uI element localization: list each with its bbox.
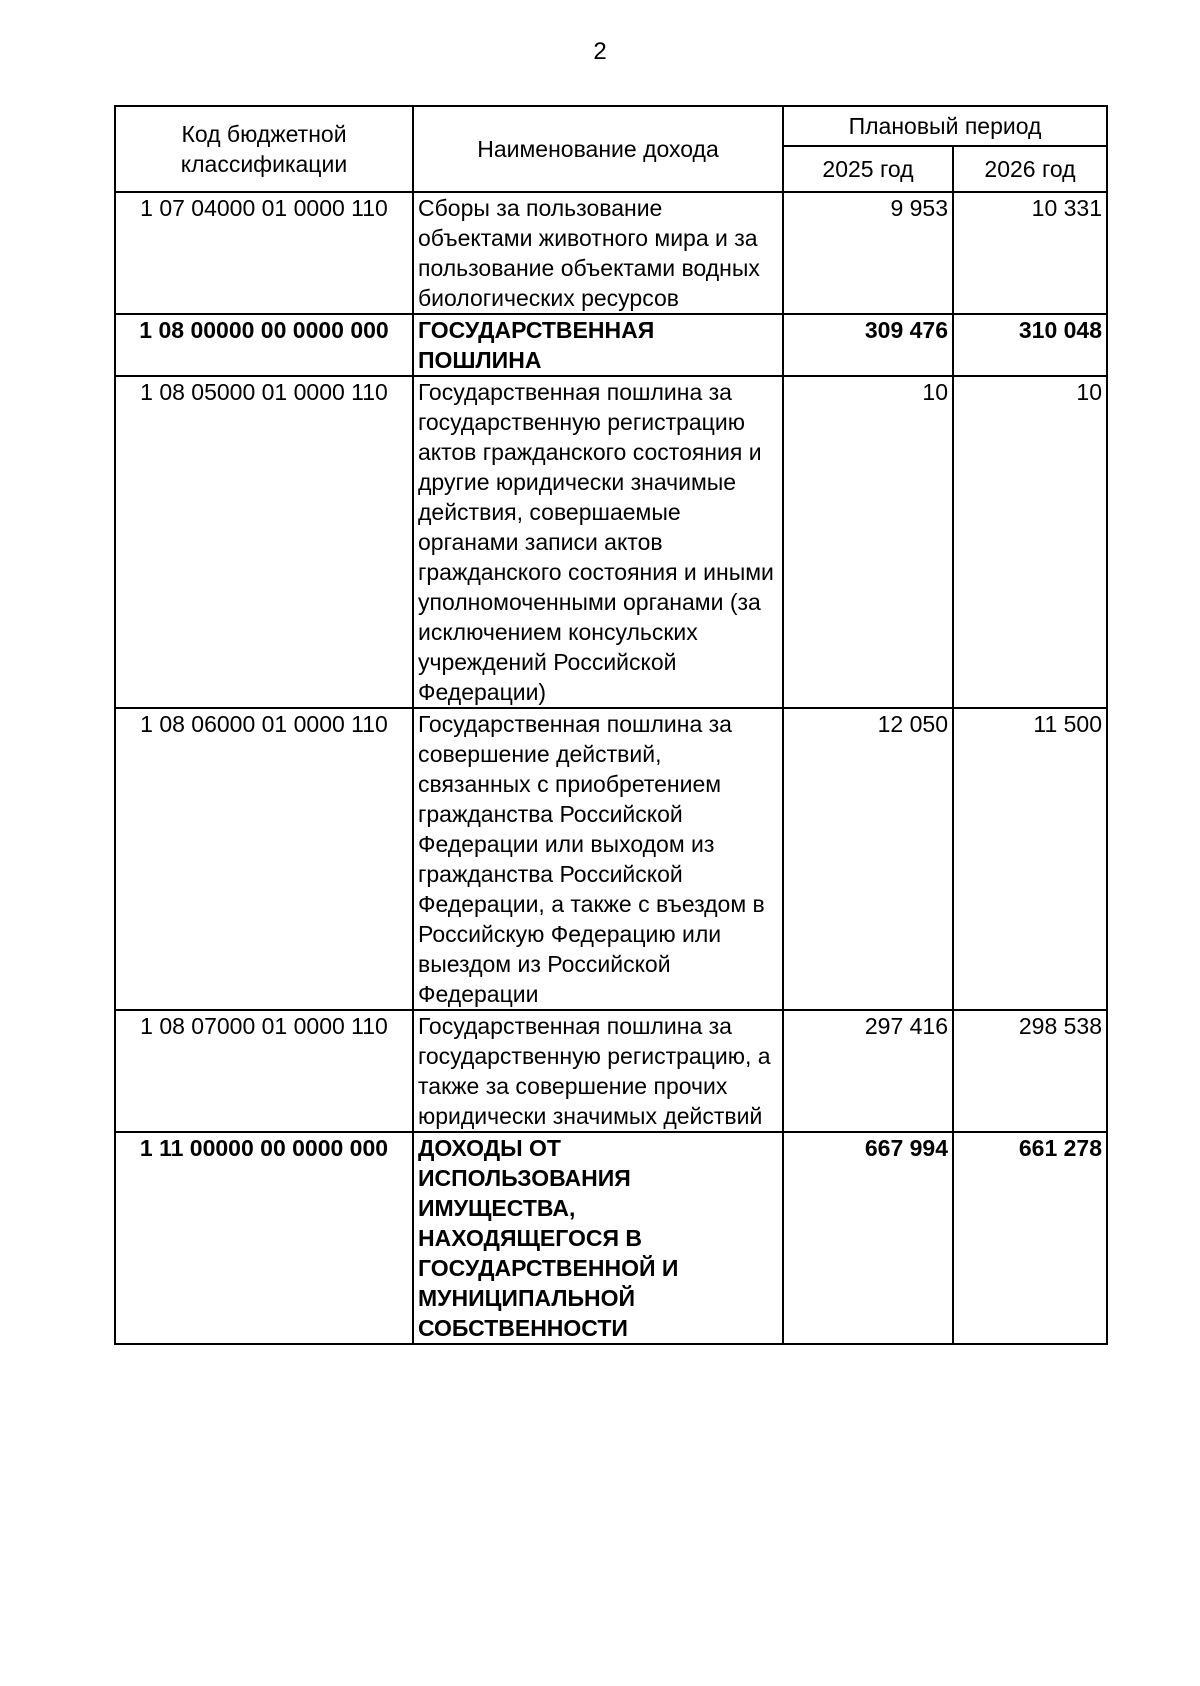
table-row-total (115, 314, 1107, 376)
row-name: Государственная пошлина за совершение действий, связанных с приобретением гражданства Российской Федерации или выходом из гражданства Российской Федерации, а также с въездом в Российскую Федерацию или выездом из Российской Федерации (413, 708, 783, 1010)
row-value-2025: 309 476 (783, 314, 953, 376)
header-year-2026: 2026 год (953, 146, 1107, 192)
header-name: Наименование дохода (413, 106, 783, 192)
row-value-2026: 11 500 (953, 708, 1107, 1010)
header-year-2025: 2025 год (783, 146, 953, 192)
row-name: ДОХОДЫ ОТ ИСПОЛЬЗОВАНИЯ ИМУЩЕСТВА, НАХОДЯЩЕГОСЯ В ГОСУДАРСТВЕННОЙ И МУНИЦИПАЛЬНОЙ СОБСТВЕННОСТИ (413, 1132, 783, 1344)
table-row (115, 1010, 1107, 1132)
row-code: 1 08 00000 00 0000 000 (115, 314, 413, 376)
income-table (114, 105, 1108, 1345)
row-value-2026: 10 331 (953, 192, 1107, 314)
row-code: 1 07 04000 01 0000 110 (115, 192, 413, 314)
row-code: 1 08 07000 01 0000 110 (115, 1010, 413, 1132)
row-value-2025: 12 050 (783, 708, 953, 1010)
row-name: Государственная пошлина за государственную регистрацию актов гражданского состояния и другие юридически значимые действия, совершаемые органами записи актов гражданского состояния и иными уполномоченными органами (за исключением консульских учреждений Российской Федерации) (413, 376, 783, 708)
header-code: Код бюджетной классификации (115, 106, 413, 192)
row-name: Сборы за пользование объектами животного мира и за пользование объектами водных биологических ресурсов (413, 192, 783, 314)
row-value-2026: 310 048 (953, 314, 1107, 376)
row-value-2026: 661 278 (953, 1132, 1107, 1344)
row-value-2025: 10 (783, 376, 953, 708)
table-row (115, 708, 1107, 1010)
table-row (115, 376, 1107, 708)
page-number: 2 (593, 38, 607, 65)
row-value-2025: 9 953 (783, 192, 953, 314)
row-code: 1 11 00000 00 0000 000 (115, 1132, 413, 1344)
header-planned-period: Плановый период (783, 106, 1107, 146)
row-value-2025: 297 416 (783, 1010, 953, 1132)
row-code: 1 08 05000 01 0000 110 (115, 376, 413, 708)
row-value-2026: 10 (953, 376, 1107, 708)
row-value-2026: 298 538 (953, 1010, 1107, 1132)
row-name: Государственная пошлина за государственную регистрацию, а также за совершение прочих юридически значимых действий (413, 1010, 783, 1132)
row-name: ГОСУДАРСТВЕННАЯ ПОШЛИНА (413, 314, 783, 376)
table-row-total (115, 1132, 1107, 1344)
row-code: 1 08 06000 01 0000 110 (115, 708, 413, 1010)
table-row (115, 192, 1107, 314)
row-value-2025: 667 994 (783, 1132, 953, 1344)
